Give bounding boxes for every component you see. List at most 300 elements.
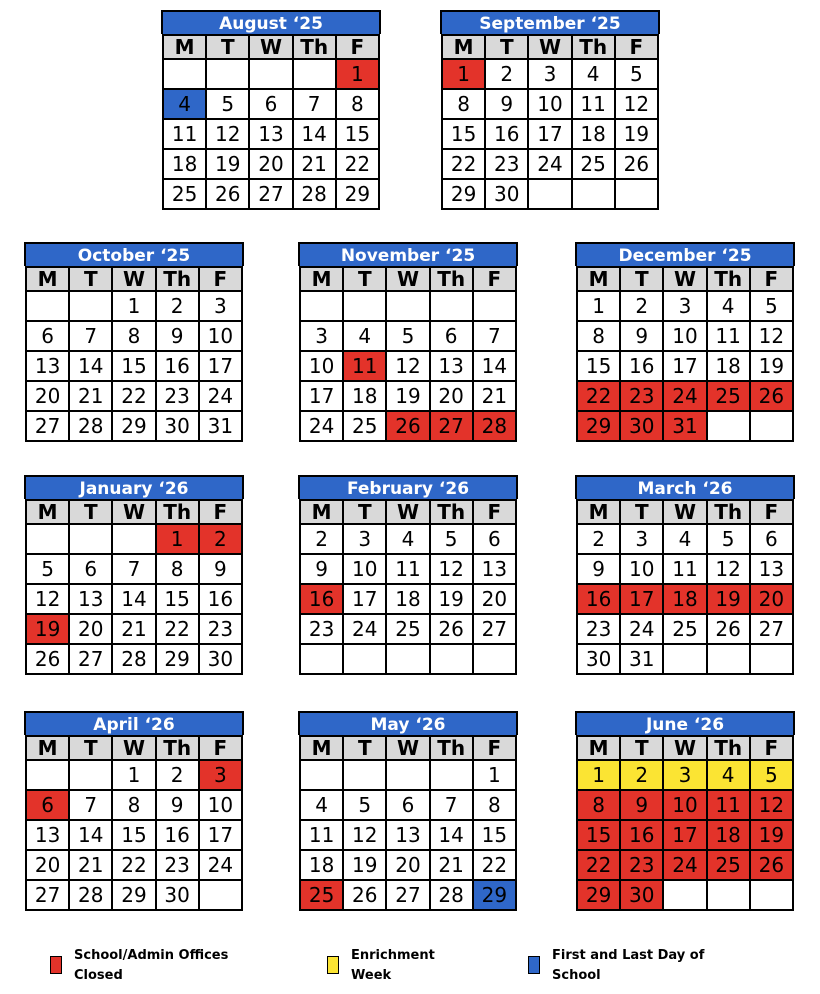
day-cell: 27: [26, 880, 69, 910]
day-cell: 23: [485, 149, 528, 179]
day-cell: 25: [386, 614, 429, 644]
empty-cell: [663, 880, 706, 910]
week-row: [163, 179, 379, 209]
day-cell: 25: [163, 179, 206, 209]
day-cell: 14: [430, 820, 473, 850]
week-row: [577, 790, 793, 820]
week-row: [577, 291, 793, 321]
day-cell: 7: [293, 89, 336, 119]
day-cell: 29: [156, 644, 199, 674]
week-row: [577, 760, 793, 790]
weekday-header: W: [386, 736, 429, 760]
week-row: [26, 554, 242, 584]
month-title: May ‘26: [298, 711, 518, 735]
day-cell: 30: [577, 644, 620, 674]
day-cell: 28: [293, 179, 336, 209]
day-cell: 18: [300, 850, 343, 880]
day-cell: 27: [430, 411, 473, 441]
week-row: [26, 614, 242, 644]
week-row: [300, 554, 516, 584]
day-cell: 17: [343, 584, 386, 614]
month-title: June ‘26: [575, 711, 795, 735]
day-cell: 8: [442, 89, 485, 119]
day-cell: 25: [343, 411, 386, 441]
month-january-26: [25, 475, 243, 675]
day-cell: 26: [343, 880, 386, 910]
day-cell: 12: [386, 351, 429, 381]
day-cell: 1: [473, 760, 516, 790]
weekday-header: M: [442, 35, 485, 59]
day-cell: 24: [663, 850, 706, 880]
day-cell: 22: [156, 614, 199, 644]
weekday-header: F: [199, 267, 242, 291]
month-grid: [299, 499, 517, 675]
day-cell: 1: [336, 59, 379, 89]
day-cell: 30: [199, 644, 242, 674]
day-cell: 22: [336, 149, 379, 179]
day-cell: 18: [163, 149, 206, 179]
day-cell: 4: [163, 89, 206, 119]
week-row: [26, 584, 242, 614]
week-row: [26, 790, 242, 820]
month-september-25: [441, 10, 659, 210]
day-cell: 24: [663, 381, 706, 411]
day-cell: 17: [663, 351, 706, 381]
day-cell: 31: [620, 644, 663, 674]
day-cell: 11: [707, 790, 750, 820]
weekday-header: Th: [293, 35, 336, 59]
day-cell: 18: [343, 381, 386, 411]
month-grid: [25, 735, 243, 911]
day-cell: 31: [199, 411, 242, 441]
day-cell: 3: [199, 291, 242, 321]
day-cell: 6: [69, 554, 112, 584]
day-cell: 19: [750, 351, 793, 381]
day-cell: 26: [26, 644, 69, 674]
empty-cell: [473, 291, 516, 321]
day-cell: 22: [112, 850, 155, 880]
weekday-header: W: [249, 35, 292, 59]
weekday-header: Th: [572, 35, 615, 59]
month-grid: [441, 34, 659, 210]
day-cell: 8: [577, 321, 620, 351]
day-cell: 12: [343, 820, 386, 850]
day-cell: 5: [206, 89, 249, 119]
day-cell: 3: [528, 59, 571, 89]
week-row: [577, 554, 793, 584]
day-cell: 2: [620, 760, 663, 790]
week-row: [26, 850, 242, 880]
day-cell: 10: [300, 351, 343, 381]
empty-cell: [69, 524, 112, 554]
day-cell: 21: [430, 850, 473, 880]
day-cell: 19: [750, 820, 793, 850]
day-cell: 26: [750, 850, 793, 880]
legend-first-last-label: First and Last Day of School: [552, 948, 705, 983]
empty-cell: [430, 291, 473, 321]
day-cell: 14: [69, 351, 112, 381]
weekday-header: W: [528, 35, 571, 59]
day-cell: 17: [663, 820, 706, 850]
month-march-26: [576, 475, 794, 675]
empty-cell: [163, 59, 206, 89]
day-cell: 18: [386, 584, 429, 614]
month-grid: [162, 34, 380, 210]
weekday-header: M: [300, 267, 343, 291]
day-cell: 23: [199, 614, 242, 644]
weekday-header: Th: [430, 267, 473, 291]
weekday-header: F: [199, 736, 242, 760]
day-cell: 11: [163, 119, 206, 149]
day-cell: 21: [69, 850, 112, 880]
week-row: [442, 89, 658, 119]
day-cell: 20: [69, 614, 112, 644]
day-cell: 4: [707, 291, 750, 321]
week-row: [300, 584, 516, 614]
day-cell: 14: [293, 119, 336, 149]
day-cell: 28: [473, 411, 516, 441]
day-cell: 6: [26, 790, 69, 820]
day-cell: 2: [156, 760, 199, 790]
month-grid: [25, 499, 243, 675]
day-cell: 13: [69, 584, 112, 614]
week-row: [26, 760, 242, 790]
empty-cell: [707, 644, 750, 674]
day-cell: 6: [473, 524, 516, 554]
day-cell: 24: [343, 614, 386, 644]
day-cell: 23: [620, 381, 663, 411]
day-cell: 15: [577, 820, 620, 850]
day-cell: 2: [485, 59, 528, 89]
week-row: [300, 760, 516, 790]
day-cell: 31: [663, 411, 706, 441]
day-cell: 9: [156, 321, 199, 351]
day-cell: 29: [112, 880, 155, 910]
week-row: [26, 524, 242, 554]
week-row: [577, 381, 793, 411]
day-cell: 22: [577, 850, 620, 880]
day-cell: 5: [26, 554, 69, 584]
day-cell: 1: [112, 760, 155, 790]
weekday-header: Th: [156, 736, 199, 760]
month-grid: [25, 266, 243, 442]
month-grid: [576, 499, 794, 675]
day-cell: 24: [300, 411, 343, 441]
day-cell: 13: [750, 554, 793, 584]
day-cell: 17: [300, 381, 343, 411]
day-cell: 7: [473, 321, 516, 351]
weekday-header: F: [336, 35, 379, 59]
week-row: [577, 850, 793, 880]
day-cell: 26: [615, 149, 658, 179]
day-cell: 19: [386, 381, 429, 411]
day-cell: 25: [300, 880, 343, 910]
empty-cell: [572, 179, 615, 209]
day-cell: 1: [156, 524, 199, 554]
day-cell: 23: [300, 614, 343, 644]
week-row: [577, 411, 793, 441]
weekday-header: T: [69, 500, 112, 524]
day-cell: 3: [663, 760, 706, 790]
week-row: [577, 644, 793, 674]
day-cell: 18: [572, 119, 615, 149]
day-cell: 30: [156, 880, 199, 910]
day-cell: 3: [199, 760, 242, 790]
day-cell: 25: [707, 850, 750, 880]
weekday-header: F: [473, 500, 516, 524]
week-row: [300, 644, 516, 674]
day-cell: 2: [156, 291, 199, 321]
day-cell: 6: [26, 321, 69, 351]
day-cell: 30: [485, 179, 528, 209]
empty-cell: [750, 880, 793, 910]
empty-cell: [199, 880, 242, 910]
day-cell: 26: [206, 179, 249, 209]
day-cell: 2: [199, 524, 242, 554]
day-cell: 19: [707, 584, 750, 614]
day-cell: 8: [577, 790, 620, 820]
month-november-25: [299, 242, 517, 442]
day-cell: 10: [663, 790, 706, 820]
day-cell: 5: [707, 524, 750, 554]
empty-cell: [249, 59, 292, 89]
month-may-26: [299, 711, 517, 911]
day-cell: 25: [707, 381, 750, 411]
day-cell: 26: [430, 614, 473, 644]
week-row: [163, 89, 379, 119]
week-row: [577, 880, 793, 910]
day-cell: 20: [473, 584, 516, 614]
week-row: [26, 820, 242, 850]
month-grid: [576, 735, 794, 911]
day-cell: 9: [577, 554, 620, 584]
day-cell: 27: [473, 614, 516, 644]
day-cell: 16: [199, 584, 242, 614]
day-cell: 17: [199, 820, 242, 850]
weekday-header: M: [577, 267, 620, 291]
day-cell: 23: [156, 850, 199, 880]
week-row: [300, 411, 516, 441]
day-cell: 19: [343, 850, 386, 880]
weekday-header: T: [620, 736, 663, 760]
day-cell: 9: [199, 554, 242, 584]
weekday-header: W: [663, 267, 706, 291]
empty-cell: [300, 644, 343, 674]
day-cell: 10: [199, 790, 242, 820]
weekday-header: T: [343, 267, 386, 291]
day-cell: 7: [69, 321, 112, 351]
day-cell: 11: [300, 820, 343, 850]
day-cell: 19: [26, 614, 69, 644]
day-cell: 5: [386, 321, 429, 351]
empty-cell: [26, 524, 69, 554]
day-cell: 20: [26, 381, 69, 411]
weekday-header: W: [386, 267, 429, 291]
day-cell: 22: [577, 381, 620, 411]
weekday-header: M: [26, 736, 69, 760]
day-cell: 15: [156, 584, 199, 614]
week-row: [26, 644, 242, 674]
day-cell: 29: [442, 179, 485, 209]
weekday-header: T: [343, 736, 386, 760]
day-cell: 4: [343, 321, 386, 351]
weekday-header: M: [26, 267, 69, 291]
day-cell: 1: [577, 760, 620, 790]
day-cell: 4: [572, 59, 615, 89]
day-cell: 25: [572, 149, 615, 179]
day-cell: 8: [336, 89, 379, 119]
day-cell: 1: [442, 59, 485, 89]
weekday-header: W: [386, 500, 429, 524]
day-cell: 15: [473, 820, 516, 850]
day-cell: 5: [615, 59, 658, 89]
month-grid: [576, 266, 794, 442]
day-cell: 9: [300, 554, 343, 584]
day-cell: 12: [206, 119, 249, 149]
day-cell: 16: [620, 351, 663, 381]
empty-cell: [26, 291, 69, 321]
day-cell: 12: [430, 554, 473, 584]
day-cell: 26: [707, 614, 750, 644]
day-cell: 13: [430, 351, 473, 381]
weekday-header: Th: [707, 500, 750, 524]
day-cell: 10: [343, 554, 386, 584]
day-cell: 8: [156, 554, 199, 584]
week-row: [442, 179, 658, 209]
week-row: [26, 291, 242, 321]
empty-cell: [343, 291, 386, 321]
day-cell: 5: [750, 760, 793, 790]
week-row: [163, 149, 379, 179]
day-cell: 5: [430, 524, 473, 554]
week-row: [300, 291, 516, 321]
empty-cell: [750, 644, 793, 674]
day-cell: 21: [112, 614, 155, 644]
day-cell: 7: [430, 790, 473, 820]
day-cell: 14: [112, 584, 155, 614]
day-cell: 27: [386, 880, 429, 910]
week-row: [300, 820, 516, 850]
day-cell: 2: [300, 524, 343, 554]
enrichment-swatch: [327, 956, 339, 974]
day-cell: 19: [206, 149, 249, 179]
weekday-header: F: [750, 500, 793, 524]
day-cell: 9: [620, 321, 663, 351]
day-cell: 22: [112, 381, 155, 411]
month-title: February ‘26: [298, 475, 518, 499]
week-row: [300, 351, 516, 381]
day-cell: 20: [750, 584, 793, 614]
day-cell: 2: [577, 524, 620, 554]
day-cell: 14: [69, 820, 112, 850]
first-last-swatch: [528, 956, 540, 974]
weekday-header: Th: [707, 267, 750, 291]
day-cell: 7: [112, 554, 155, 584]
day-cell: 28: [69, 880, 112, 910]
day-cell: 16: [156, 351, 199, 381]
day-cell: 19: [430, 584, 473, 614]
day-cell: 1: [577, 291, 620, 321]
weekday-header: T: [620, 267, 663, 291]
week-row: [163, 119, 379, 149]
empty-cell: [69, 291, 112, 321]
day-cell: 16: [577, 584, 620, 614]
empty-cell: [528, 179, 571, 209]
day-cell: 5: [343, 790, 386, 820]
closed-swatch: [50, 956, 62, 974]
day-cell: 18: [663, 584, 706, 614]
weekday-header: F: [750, 267, 793, 291]
week-row: [442, 59, 658, 89]
day-cell: 29: [112, 411, 155, 441]
month-grid: [299, 735, 517, 911]
day-cell: 24: [199, 850, 242, 880]
day-cell: 17: [528, 119, 571, 149]
day-cell: 22: [473, 850, 516, 880]
day-cell: 23: [577, 614, 620, 644]
day-cell: 30: [156, 411, 199, 441]
weekday-header: Th: [156, 500, 199, 524]
day-cell: 20: [430, 381, 473, 411]
day-cell: 28: [69, 411, 112, 441]
weekday-header: T: [206, 35, 249, 59]
week-row: [577, 820, 793, 850]
weekday-header: T: [69, 736, 112, 760]
day-cell: 13: [473, 554, 516, 584]
day-cell: 11: [572, 89, 615, 119]
day-cell: 6: [750, 524, 793, 554]
empty-cell: [750, 411, 793, 441]
day-cell: 3: [663, 291, 706, 321]
week-row: [26, 880, 242, 910]
week-row: [300, 880, 516, 910]
weekday-header: T: [343, 500, 386, 524]
empty-cell: [112, 524, 155, 554]
month-title: December ‘25: [575, 242, 795, 266]
weekday-header: M: [300, 736, 343, 760]
day-cell: 3: [300, 321, 343, 351]
weekday-header: Th: [707, 736, 750, 760]
month-title: October ‘25: [24, 242, 244, 266]
day-cell: 8: [112, 790, 155, 820]
weekday-header: F: [750, 736, 793, 760]
weekday-header: W: [112, 500, 155, 524]
week-row: [26, 411, 242, 441]
weekday-header: W: [663, 500, 706, 524]
day-cell: 15: [112, 820, 155, 850]
day-cell: 4: [386, 524, 429, 554]
weekday-header: F: [473, 267, 516, 291]
day-cell: 21: [293, 149, 336, 179]
empty-cell: [430, 760, 473, 790]
day-cell: 16: [300, 584, 343, 614]
day-cell: 24: [528, 149, 571, 179]
day-cell: 2: [620, 291, 663, 321]
month-title: April ‘26: [24, 711, 244, 735]
day-cell: 9: [620, 790, 663, 820]
day-cell: 15: [577, 351, 620, 381]
month-title: August ‘25: [161, 10, 381, 34]
day-cell: 8: [473, 790, 516, 820]
week-row: [577, 614, 793, 644]
weekday-header: W: [663, 736, 706, 760]
day-cell: 13: [386, 820, 429, 850]
week-row: [26, 351, 242, 381]
day-cell: 11: [707, 321, 750, 351]
day-cell: 29: [473, 880, 516, 910]
day-cell: 16: [485, 119, 528, 149]
weekday-header: T: [69, 267, 112, 291]
